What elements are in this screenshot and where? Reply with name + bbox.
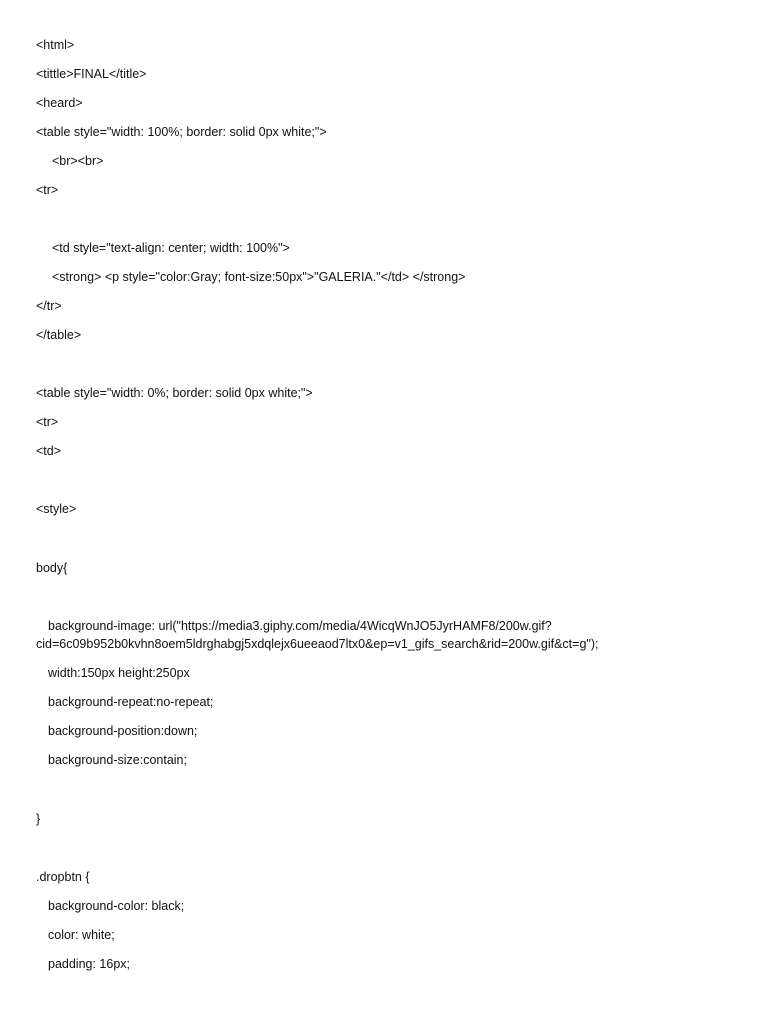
code-line-tr-open: <tr>	[36, 183, 59, 197]
code-line-heard: <heard>	[36, 96, 83, 110]
code-line-width-height: width:150px height:250px	[48, 666, 190, 680]
code-line-br: <br><br>	[52, 154, 104, 168]
code-line-background-image: background-image: url("https://media3.giphy.com/media/4WicqWnJO5JyrHAMF8/200w.gif?	[48, 619, 552, 633]
code-line-background-color: background-color: black;	[48, 899, 185, 913]
code-line-strong-p: <strong> <p style="color:Gray; font-size:50px">"GALERIA."</td> </strong>	[52, 270, 466, 284]
code-line-table-open: <table style="width: 100%; border: solid 0px white;">	[36, 125, 327, 139]
code-line-table2-open: <table style="width: 0%; border: solid 0px white;">	[36, 386, 313, 400]
code-line-body-rule: body{	[36, 561, 68, 575]
code-line-color: color: white;	[48, 928, 115, 942]
code-line-close-brace: }	[36, 812, 41, 826]
code-line-background-image-continued: cid=6c09b952b0kvhn8oem5ldrghabgj5xdqlejx6ueeaod7ltx0&ep=v1_gifs_search&rid=200w.gif&ct=g");	[36, 637, 599, 651]
code-line-html-open: <html>	[36, 38, 75, 52]
code-line-padding: padding: 16px;	[48, 957, 131, 971]
code-line-background-size: background-size:contain;	[48, 753, 187, 767]
code-line-style-open: <style>	[36, 502, 77, 516]
code-line-td2-open: <td>	[36, 444, 62, 458]
code-line-background-repeat: background-repeat:no-repeat;	[48, 695, 214, 709]
code-line-background-position: background-position:down;	[48, 724, 198, 738]
code-line-td-open: <td style="text-align: center; width: 100%">	[52, 241, 290, 255]
code-line-table-close: </table>	[36, 328, 82, 342]
code-line-title: <tittle>FINAL</title>	[36, 67, 147, 81]
code-line-tr-close: </tr>	[36, 299, 62, 313]
code-line-tr2-open: <tr>	[36, 415, 59, 429]
code-line-dropbtn-rule: .dropbtn {	[36, 870, 90, 884]
